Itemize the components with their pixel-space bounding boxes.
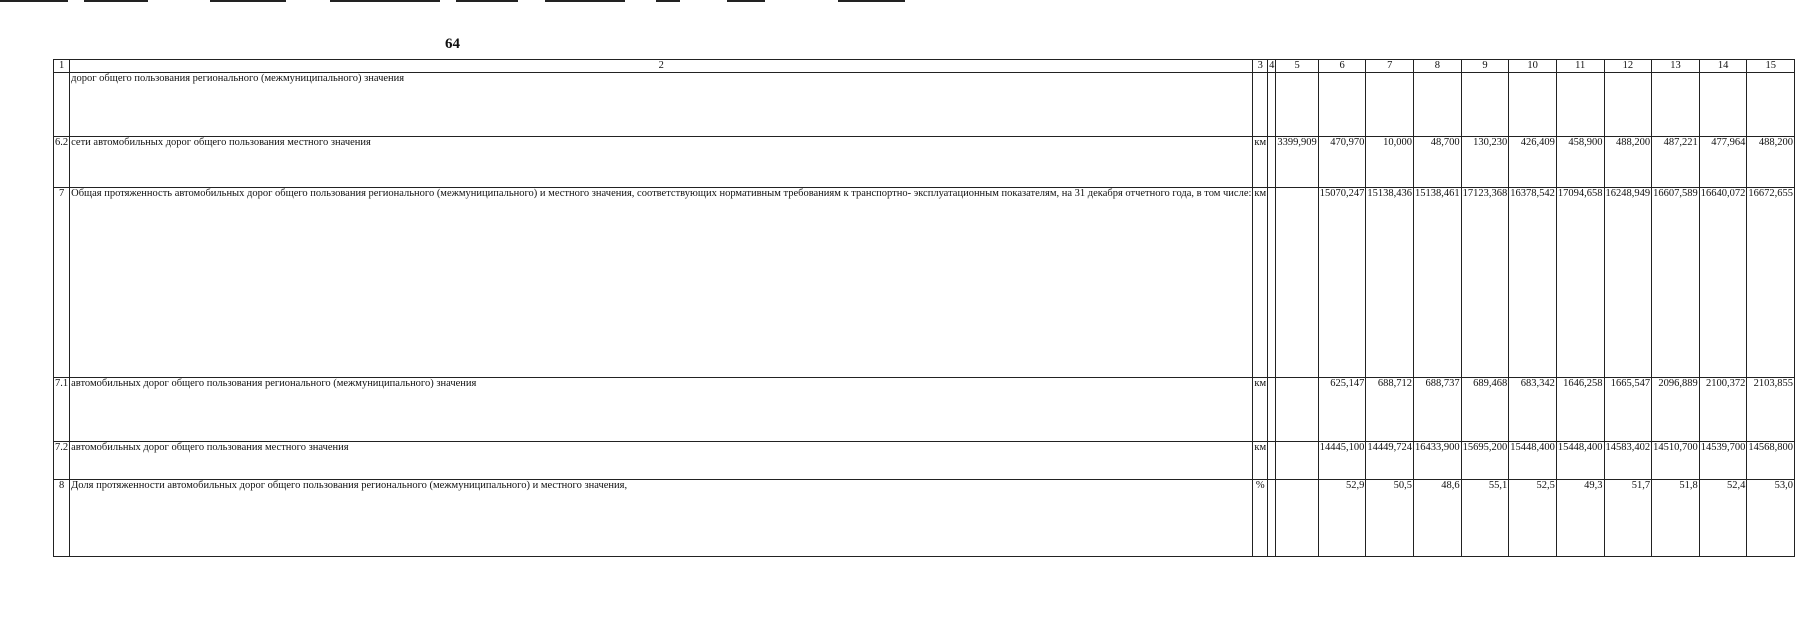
scan-edge-line (545, 0, 625, 2)
column-header: 2 (70, 60, 1253, 73)
value-cell (1366, 73, 1414, 137)
column-header: 15 (1747, 60, 1795, 73)
value-cell (1276, 442, 1318, 480)
value-cell: 625,147 (1318, 378, 1366, 442)
value-cell: 458,900 (1556, 137, 1604, 188)
column-header: 10 (1509, 60, 1557, 73)
row-unit: км (1253, 442, 1268, 480)
column-header: 13 (1652, 60, 1700, 73)
value-cell (1268, 188, 1276, 378)
table-header-row (54, 60, 1795, 73)
data-table (53, 59, 1795, 557)
row-description: сети автомобильных дорог общего пользования местного значения (70, 137, 1253, 188)
column-header: 4 (1269, 60, 1275, 71)
row-unit: км (1253, 188, 1268, 378)
value-cell (1509, 73, 1557, 137)
value-cell: 130,230 (1461, 137, 1509, 188)
value-cell: 16672,655 (1747, 188, 1795, 378)
value-cell: 688,712 (1366, 378, 1414, 442)
page-number: 64 (445, 36, 460, 52)
value-cell (1268, 137, 1276, 188)
row-unit: % (1253, 480, 1268, 557)
table-row (54, 137, 1795, 188)
value-cell: 48,6 (1414, 480, 1462, 557)
scan-edge-line (656, 0, 680, 2)
value-cell: 14568,800 (1747, 442, 1795, 480)
value-cell: 52,4 (1699, 480, 1747, 557)
column-header: 5 (1276, 60, 1318, 73)
row-unit (1253, 73, 1268, 137)
value-cell: 16433,900 (1414, 442, 1462, 480)
scan-edge-line (727, 0, 765, 2)
value-cell: 2103,855 (1747, 378, 1795, 442)
value-cell: 16378,542 (1509, 188, 1557, 378)
value-cell: 488,200 (1604, 137, 1652, 188)
value-cell: 53,0 (1747, 480, 1795, 557)
column-header: 7 (1366, 60, 1414, 73)
value-cell (1318, 73, 1366, 137)
value-cell: 10,000 (1366, 137, 1414, 188)
row-unit: км (1253, 137, 1268, 188)
value-cell (1699, 73, 1747, 137)
column-header: 11 (1556, 60, 1604, 73)
row-number: 7.1 (54, 378, 70, 442)
table-row (54, 378, 1795, 442)
row-description: автомобильных дорог общего пользования местного значения (70, 442, 1253, 480)
row-unit: км (1253, 378, 1268, 442)
column-header: 3 (1253, 60, 1268, 73)
row-number: 6.2 (54, 137, 70, 188)
value-cell: 50,5 (1366, 480, 1414, 557)
value-cell: 48,700 (1414, 137, 1462, 188)
value-cell: 15138,461 (1414, 188, 1462, 378)
value-cell: 51,8 (1652, 480, 1700, 557)
row-description: дорог общего пользования регионального (межмуниципального) значения (70, 73, 1253, 137)
column-header: 14 (1699, 60, 1747, 73)
value-cell (1276, 480, 1318, 557)
value-cell (1414, 73, 1462, 137)
value-cell (1652, 73, 1700, 137)
value-cell: 17094,658 (1556, 188, 1604, 378)
value-cell (1276, 73, 1318, 137)
value-cell (1461, 73, 1509, 137)
value-cell: 14510,700 (1652, 442, 1700, 480)
scan-edge-line (210, 0, 286, 2)
column-header: 1 (54, 60, 70, 73)
row-number: 7.2 (54, 442, 70, 480)
value-cell: 14539,700 (1699, 442, 1747, 480)
value-cell: 16607,589 (1652, 188, 1700, 378)
value-cell: 689,468 (1461, 378, 1509, 442)
value-cell: 15070,247 (1318, 188, 1366, 378)
value-cell: 55,1 (1461, 480, 1509, 557)
value-cell (1276, 188, 1318, 378)
value-cell (1268, 73, 1276, 137)
value-cell (1276, 378, 1318, 442)
value-cell: 49,3 (1556, 480, 1604, 557)
value-cell (1556, 73, 1604, 137)
value-cell: 2096,889 (1652, 378, 1700, 442)
value-cell: 15448,400 (1509, 442, 1557, 480)
value-cell: 52,9 (1318, 480, 1366, 557)
row-description: автомобильных дорог общего пользования регионального (межмуниципального) значения (70, 378, 1253, 442)
value-cell: 14445,100 (1318, 442, 1366, 480)
column-header: 6 (1318, 60, 1366, 73)
row-description: Доля протяженности автомобильных дорог общего пользования регионального (межмуниципального) и местного значения, (70, 480, 1253, 557)
value-cell (1268, 480, 1276, 557)
scan-edge-line (84, 0, 148, 2)
value-cell: 3399,909 (1276, 137, 1318, 188)
value-cell: 14449,724 (1366, 442, 1414, 480)
value-cell: 16248,949 (1604, 188, 1652, 378)
value-cell: 2100,372 (1699, 378, 1747, 442)
table-row (54, 480, 1795, 557)
value-cell: 470,970 (1318, 137, 1366, 188)
value-cell: 487,221 (1652, 137, 1700, 188)
value-cell: 16640,072 (1699, 188, 1747, 378)
column-header: 12 (1604, 60, 1652, 73)
value-cell (1268, 442, 1276, 480)
value-cell: 51,7 (1604, 480, 1652, 557)
scan-edge-line (330, 0, 440, 2)
scan-edge-line (838, 0, 905, 2)
value-cell: 683,342 (1509, 378, 1557, 442)
value-cell (1604, 73, 1652, 137)
value-cell: 52,5 (1509, 480, 1557, 557)
table-row (54, 188, 1795, 378)
column-header: 8 (1414, 60, 1462, 73)
value-cell: 426,409 (1509, 137, 1557, 188)
row-description: Общая протяженность автомобильных дорог общего пользования регионального (межмуниципального) и местного значения, соответствующих нормативным требованиям к транспортно- эксплуатационным показателям, на 31 декабря отчетного года, в том числе: (70, 188, 1253, 378)
value-cell: 15695,200 (1461, 442, 1509, 480)
value-cell: 14583,402 (1604, 442, 1652, 480)
scan-edge-line (0, 0, 68, 2)
value-cell: 17123,368 (1461, 188, 1509, 378)
scan-edge-line (456, 0, 518, 2)
value-cell: 1646,258 (1556, 378, 1604, 442)
table-row (54, 73, 1795, 137)
value-cell (1747, 73, 1795, 137)
row-number: 7 (54, 188, 70, 378)
value-cell: 688,737 (1414, 378, 1462, 442)
value-cell (1268, 378, 1276, 442)
value-cell: 1665,547 (1604, 378, 1652, 442)
column-header: 9 (1461, 60, 1509, 73)
value-cell: 15448,400 (1556, 442, 1604, 480)
value-cell: 15138,436 (1366, 188, 1414, 378)
table-row (54, 442, 1795, 480)
value-cell: 477,964 (1699, 137, 1747, 188)
value-cell: 488,200 (1747, 137, 1795, 188)
row-number (54, 73, 70, 137)
row-number: 8 (54, 480, 70, 557)
